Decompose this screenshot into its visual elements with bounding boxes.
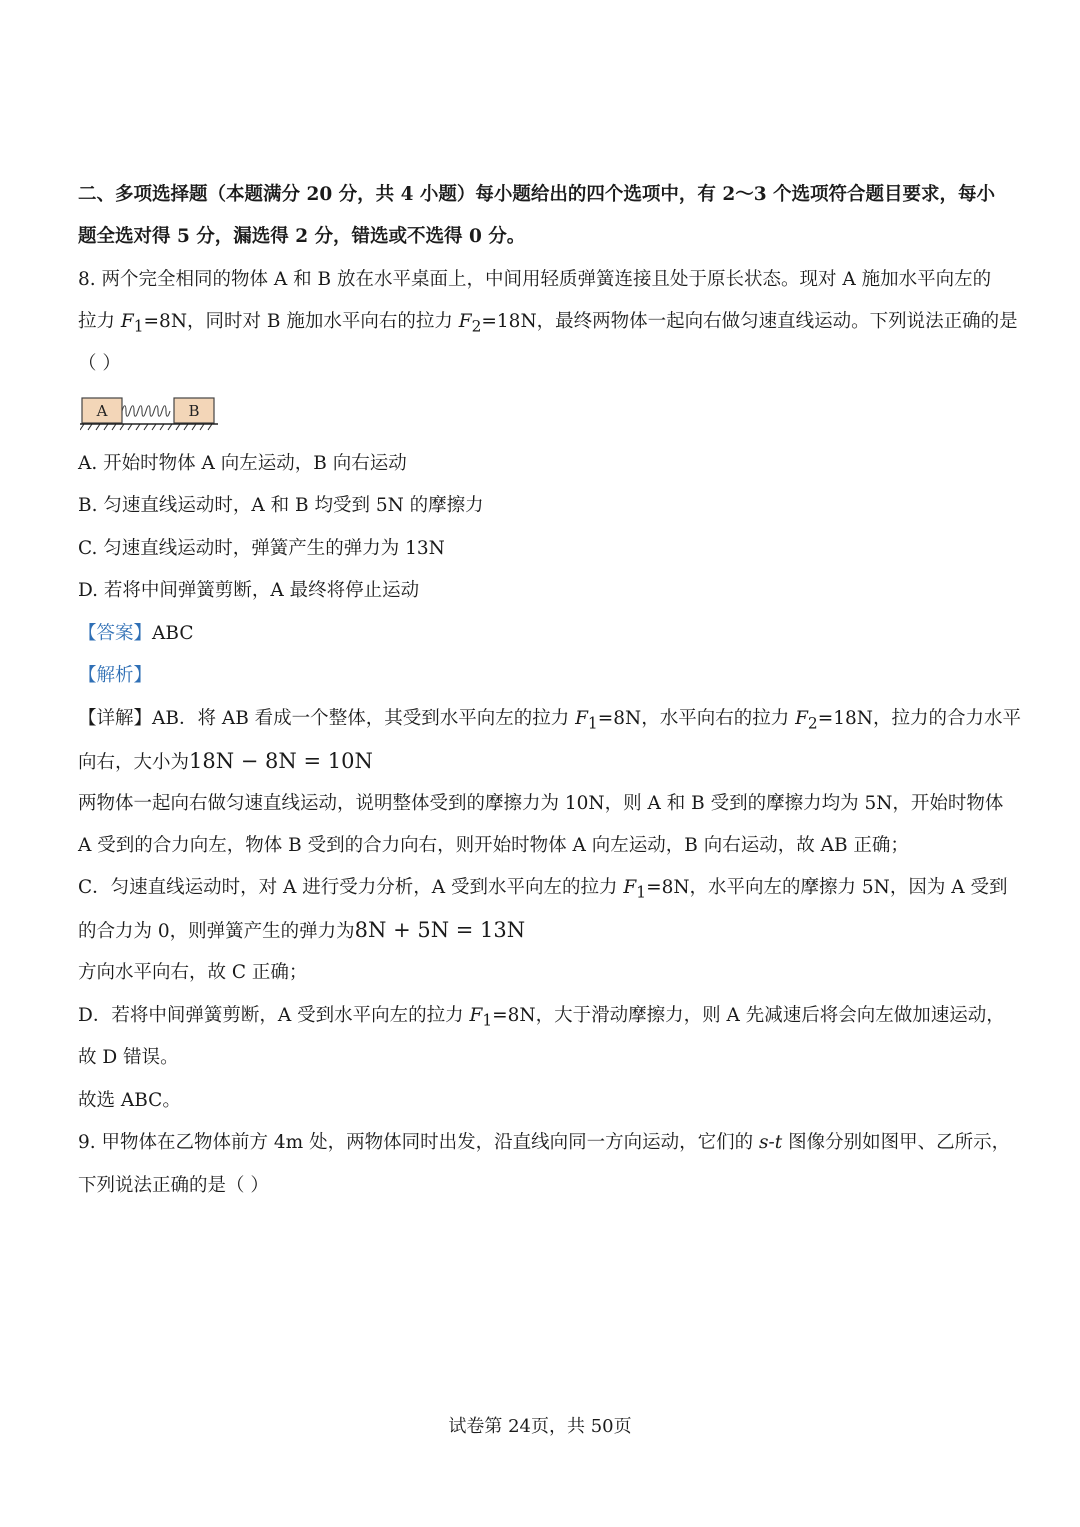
q8-option-b: B. 匀速直线运动时，A 和 B 均受到 5N 的摩擦力 xyxy=(78,495,484,516)
q8-answer xyxy=(78,621,1008,647)
subscript: 1 xyxy=(482,1011,493,1030)
detail-text: =8N，水平向右的拉力 xyxy=(597,708,796,729)
q8-answer-paren: （ ） xyxy=(78,353,121,374)
detail-line-4: A 受到的合力向左，物体 B 受到的合力向右，则开始时物体 A 向左运动，B 向右运动，故 AB 正确； xyxy=(78,835,909,856)
answer-value: ABC xyxy=(152,623,194,644)
detail-text: 的合力为 0，则弹簧产生的弹力为 xyxy=(78,921,355,942)
subscript: 1 xyxy=(587,714,598,733)
detail-line-7: 方向水平向右，故 C 正确； xyxy=(78,962,308,983)
detail-text: C．匀速直线运动时，对 A 进行受力分析，A 受到水平向左的拉力 xyxy=(78,877,624,898)
q8-stem-text: =18N，最终两物体一起向右做匀速直线运动。下列说法正确的是 xyxy=(481,311,1018,332)
detail-line-9: 故 D 错误。 xyxy=(78,1047,179,1068)
equation: 18N − 8N = 10N xyxy=(189,749,373,773)
equation: 8N + 5N = 13N xyxy=(354,918,526,942)
page-footer: 试卷第 24页，共 50页 xyxy=(448,1416,632,1437)
detail-line-5 xyxy=(78,875,1008,906)
subscript: 2 xyxy=(807,714,818,733)
q9-stem-line-2: 下列说法正确的是（ ） xyxy=(78,1175,269,1196)
detail-text: =18N，拉力的合力水平 xyxy=(817,708,1021,729)
detail-line-8 xyxy=(78,1003,1008,1034)
answer-tag: 【答案】 xyxy=(78,623,153,644)
q8-option-c: C. 匀速直线运动时，弹簧产生的弹力为 13N xyxy=(78,538,445,559)
detail-line-1 xyxy=(78,706,1021,737)
force-symbol: F xyxy=(795,708,808,729)
q9-stem-text: 9. 甲物体在乙物体前方 4m 处，两物体同时出发，沿直线向同一方向运动，它们的 xyxy=(78,1132,759,1153)
q8-stem-line-1: 8. 两个完全相同的物体 A 和 B 放在水平桌面上，中间用轻质弹簧连接且处于原长状态。现对 A 施加水平向左的 xyxy=(78,269,992,290)
q8-option-d: D. 若将中间弹簧剪断，A 最终将停止运动 xyxy=(78,580,420,601)
detail-text: 向右，大小为 xyxy=(78,752,190,773)
q8-stem-text: =8N，同时对 B 施加水平向右的拉力 xyxy=(143,311,459,332)
q8-stem-text: 拉力 xyxy=(78,311,121,332)
force-symbol: F xyxy=(623,877,637,898)
subscript: 1 xyxy=(133,317,144,336)
detail-tag: 【详解】 xyxy=(78,708,153,729)
q8-stem-line-2 xyxy=(78,309,1018,340)
detail-line-10: 故选 ABC。 xyxy=(78,1090,181,1111)
force-symbol: F xyxy=(120,311,134,332)
detail-line-3: 两物体一起向右做匀速直线运动，说明整体受到的摩擦力为 10N，则 A 和 B 受到的摩擦力均为 5N，开始时物体 xyxy=(78,793,1004,814)
detail-text: D．若将中间弹簧剪断，A 受到水平向左的拉力 xyxy=(78,1005,470,1026)
subscript: 1 xyxy=(636,883,647,902)
ground-hatching xyxy=(80,424,212,430)
force-symbol: F xyxy=(458,311,472,332)
subscript: 2 xyxy=(471,317,482,336)
block-b-label: B xyxy=(188,402,200,420)
analysis-tag: 【解析】 xyxy=(78,665,153,686)
q9-stem-text: 图像分别如图甲、乙所示， xyxy=(782,1132,1011,1153)
force-symbol: F xyxy=(469,1005,483,1026)
spring-icon xyxy=(122,406,170,417)
section-header-line-2: 题全选对得 5 分，漏选得 2 分，错选或不选得 0 分。 xyxy=(78,226,526,247)
block-a-label: A xyxy=(96,402,108,420)
q8-option-a: A. 开始时物体 A 向左运动，B 向右运动 xyxy=(78,453,407,474)
spring-block-diagram xyxy=(80,395,220,435)
detail-line-6 xyxy=(78,917,1008,945)
section-header-line-1: 二、多项选择题（本题满分 20 分，共 4 小题）每小题给出的四个选项中，有 2～3 个选项符合题目要求，每小 xyxy=(78,184,996,205)
detail-text: =8N，大于滑动摩擦力，则 A 先减速后将会向左做加速运动， xyxy=(492,1005,1005,1026)
force-symbol: F xyxy=(575,708,588,729)
detail-line-2 xyxy=(78,748,1008,776)
detail-text: =8N，水平向左的摩擦力 5N，因为 A 受到 xyxy=(646,877,1008,898)
q9-stem-line-1 xyxy=(78,1130,1011,1156)
graph-symbol: s-t xyxy=(759,1132,783,1153)
detail-text: AB．将 AB 看成一个整体，其受到水平向左的拉力 xyxy=(152,708,576,729)
